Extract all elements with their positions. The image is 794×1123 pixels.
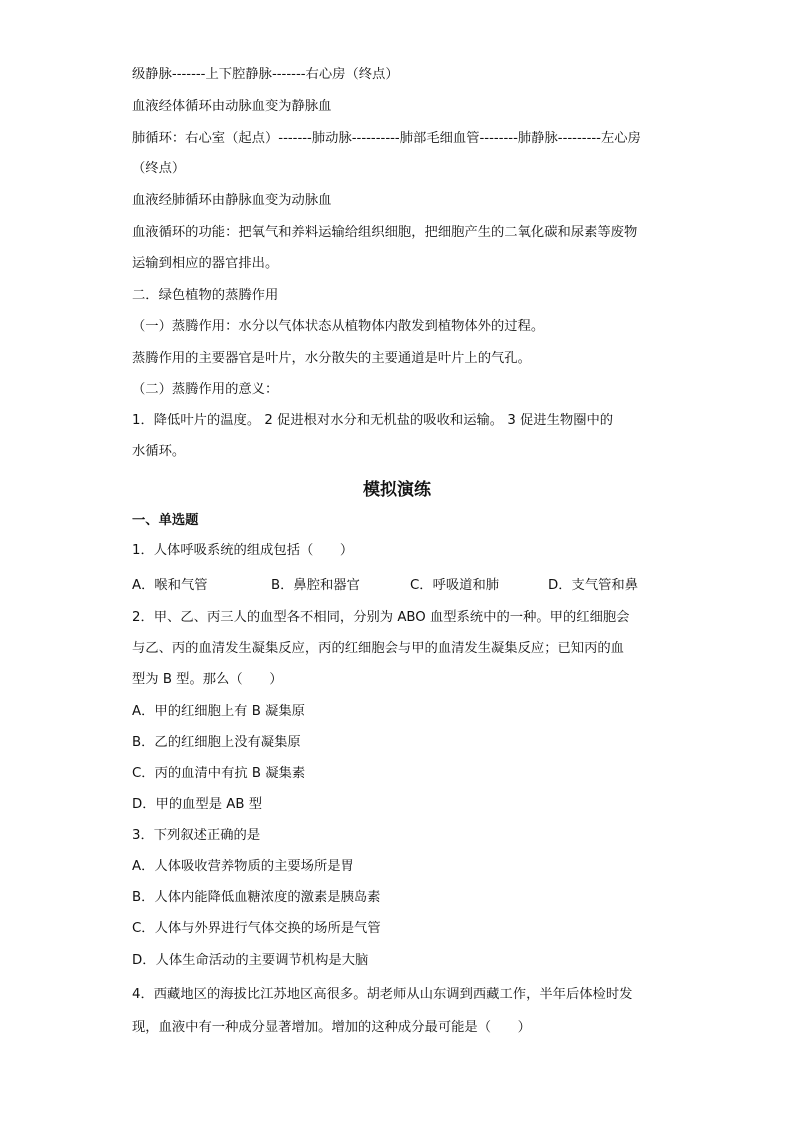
question-1-option-b: B．鼻腔和器官 (271, 578, 360, 593)
question-2-stem-line3: 型为 B 型。那么（ ） (132, 672, 283, 687)
question-3-option-c: C．人体与外界进行气体交换的场所是气管 (132, 921, 381, 936)
question-4-stem-line2: 现，血液中有一种成分显著增加。增加的这种成分最可能是（ ） (132, 1020, 531, 1035)
question-2-stem-line2: 与乙、丙的血清发生凝集反应，丙的红细胞会与甲的血清发生凝集反应；已知丙的血 (132, 641, 624, 656)
question-type-heading: 一、单选题 (132, 513, 199, 528)
question-2-option-c: C．丙的血清中有抗 B 凝集素 (132, 766, 306, 781)
notes-line-transpiration-organ: 蒸腾作用的主要器官是叶片，水分散失的主要通道是叶片上的气孔。 (132, 351, 531, 366)
question-1-stem: 1．人体呼吸系统的组成包括（ ） (132, 543, 354, 558)
notes-line-pulmonary-end: （终点） (132, 161, 186, 176)
notes-line-significance-points: 1．降低叶片的温度。 2 促进根对水分和无机盐的吸收和运输。 3 促进生物圈中的 (132, 413, 614, 428)
notes-line-circulation-function: 血液循环的功能：把氧气和养料运输给组织细胞，把细胞产生的二氧化碳和尿素等废物 (132, 225, 638, 240)
question-3-option-d: D．人体生命活动的主要调节机构是大脑 (132, 953, 369, 968)
question-1-option-a: A．喉和气管 (132, 578, 208, 593)
question-1-option-c: C．呼吸道和肺 (410, 578, 500, 593)
notes-line-systemic-blood-change: 血液经体循环由动脉血变为静脉血 (132, 99, 332, 114)
notes-line-transpiration-definition: （一）蒸腾作用：水分以气体状态从植物体内散发到植物体外的过程。 (132, 319, 545, 334)
section-title: 模拟演练 (363, 480, 431, 500)
notes-line-pulmonary-circulation: 肺循环：右心室（起点）-------肺动脉----------肺部毛细血管--------肺静脉---------左心房 (132, 131, 641, 146)
notes-line-systemic-circulation-end: 级静脉-------上下腔静脉-------右心房（终点） (132, 67, 399, 82)
notes-line-significance-points-cont: 水循环。 (132, 444, 186, 459)
question-3-option-a: A．人体吸收营养物质的主要场所是胃 (132, 859, 354, 874)
question-4-stem-line1: 4．西藏地区的海拔比江苏地区高很多。胡老师从山东调到西藏工作，半年后体检时发 (132, 987, 633, 1002)
question-3-option-b: B．人体内能降低血糖浓度的激素是胰岛素 (132, 890, 381, 905)
question-2-option-a: A．甲的红细胞上有 B 凝集原 (132, 704, 305, 719)
notes-line-transpiration-significance: （二）蒸腾作用的意义： (132, 382, 279, 397)
question-3-stem: 3．下列叙述正确的是 (132, 828, 261, 843)
question-2-stem-line1: 2．甲、乙、丙三人的血型各不相同，分别为 ABO 血型系统中的一种。甲的红细胞会 (132, 610, 630, 625)
question-1-option-d: D．支气管和鼻 (548, 578, 639, 593)
notes-line-pulmonary-blood-change: 血液经肺循环由静脉血变为动脉血 (132, 193, 332, 208)
notes-heading-transpiration: 二．绿色植物的蒸腾作用 (132, 288, 279, 303)
question-2-option-d: D．甲的血型是 AB 型 (132, 797, 262, 812)
question-2-option-b: B．乙的红细胞上没有凝集原 (132, 735, 301, 750)
notes-line-circulation-function-cont: 运输到相应的器官排出。 (132, 256, 279, 271)
